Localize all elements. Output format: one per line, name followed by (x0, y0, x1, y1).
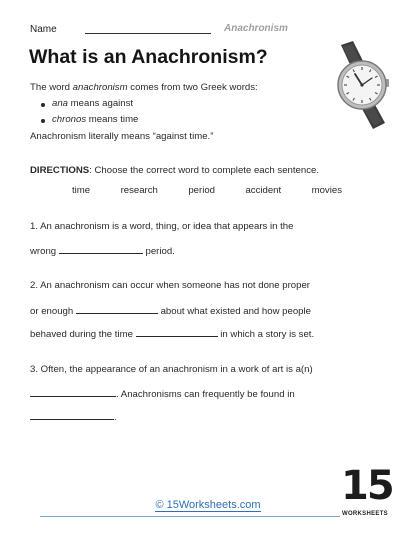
question-1-line-1: 1. An anachronism is a word, thing, or idea that appears in the (30, 221, 294, 232)
intro-text-post: comes from two Greek words: (127, 82, 258, 93)
answer-blank-4[interactable] (30, 387, 116, 397)
question-2-line-2 (30, 304, 311, 318)
topic-label: Anachronism (224, 23, 288, 34)
bullet-text: means against (68, 98, 134, 109)
directions (30, 165, 319, 177)
bullet-dot (41, 103, 45, 107)
intro-text-pre: The word (30, 82, 73, 93)
q1-text-pre: wrong (30, 246, 57, 257)
q2-text-pre: behaved during the time (30, 329, 133, 340)
bullet-item-ana (52, 98, 133, 110)
bullet-term: chronos (52, 114, 87, 125)
logo-number: 15 (341, 463, 393, 509)
q2-text-post: about what existed and how people (160, 306, 311, 317)
name-blank-line[interactable] (85, 33, 211, 34)
question-3-line-1: 3. Often, the appearance of an anachronism in a work of art is a(n) (30, 364, 313, 375)
word-bank-item: accident (245, 185, 282, 196)
word-bank-item: movies (311, 185, 342, 196)
question-1-line-2 (30, 244, 175, 258)
intro-term: anachronism (72, 82, 128, 93)
q1-text-post: period. (145, 246, 175, 257)
logo-text: WORKSHEETS (341, 511, 388, 517)
question-2-line-1: 2. An anachronism can occur when someone has not done proper (30, 280, 310, 291)
q3-text-post: . (114, 412, 117, 423)
footer-divider (40, 516, 340, 517)
word-bank (30, 185, 382, 196)
answer-blank-3[interactable] (136, 327, 218, 337)
directions-label: DIRECTIONS (30, 165, 90, 176)
answer-blank-5[interactable] (30, 410, 114, 420)
word-bank-item: research (120, 185, 158, 196)
bullet-dot (41, 119, 45, 123)
question-3-line-3 (30, 410, 117, 424)
word-bank-item: period (188, 185, 215, 196)
directions-text: : Choose the correct word to complete each sentence. (89, 165, 320, 176)
intro-line (30, 82, 258, 94)
word-bank-item: time (72, 185, 91, 196)
wristwatch-icon (331, 41, 393, 129)
q3-text-post: . Anachronisms can frequently be found in (116, 389, 295, 400)
answer-blank-1[interactable] (59, 244, 143, 254)
bullet-item-chronos (52, 114, 138, 126)
brand-logo (341, 463, 393, 527)
question-3-line-2 (30, 387, 295, 401)
intro-definition: Anachronism literally means “against time.” (30, 131, 214, 142)
question-2-line-3 (30, 327, 314, 341)
name-label: Name (30, 24, 57, 35)
q2-text-pre: or enough (30, 306, 74, 317)
bullet-term: ana (52, 98, 69, 109)
bullet-text: means time (86, 114, 139, 125)
copyright-link[interactable]: © 15Worksheets.com (155, 499, 261, 511)
q2-text-post: in which a story is set. (220, 329, 315, 340)
page-title: What is an Anachronism? (29, 46, 268, 68)
answer-blank-2[interactable] (76, 304, 158, 314)
